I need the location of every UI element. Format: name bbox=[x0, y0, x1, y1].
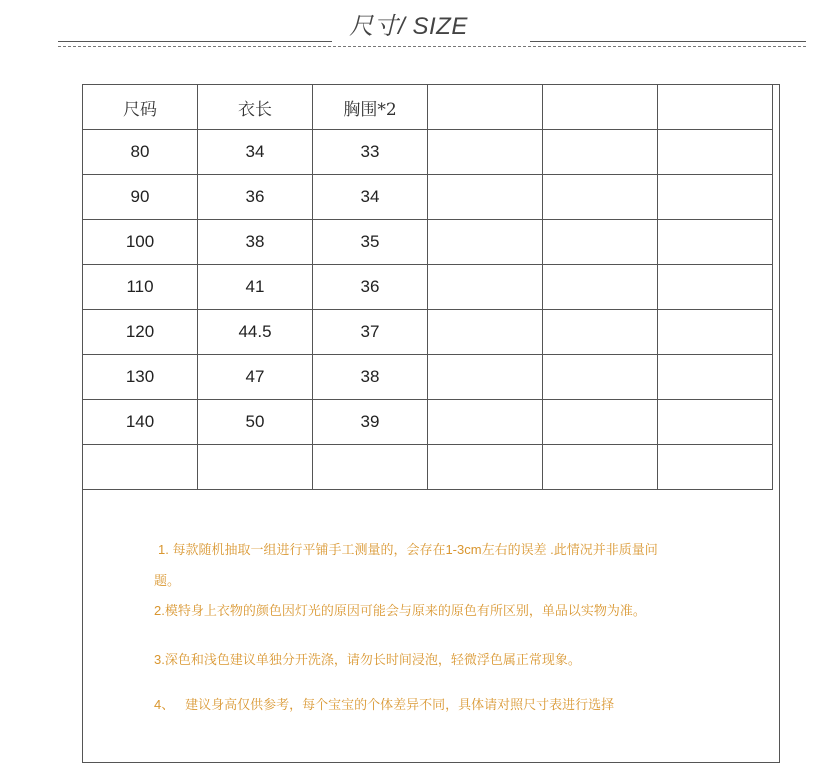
table-cell: 44.5 bbox=[198, 310, 313, 355]
table-cell bbox=[658, 220, 773, 265]
table-cell bbox=[428, 220, 543, 265]
table-cell: 37 bbox=[313, 310, 428, 355]
table-cell bbox=[658, 265, 773, 310]
table-cell: 90 bbox=[83, 175, 198, 220]
note-2: 2.模特身上衣物的颜色因灯光的原因可能会与原来的原色有所区别，单品以实物为准。 bbox=[154, 603, 646, 618]
table-cell bbox=[658, 310, 773, 355]
table-cell: 34 bbox=[313, 175, 428, 220]
table-row bbox=[83, 220, 773, 265]
table-header-row bbox=[83, 85, 773, 130]
header-cell: 衣长 bbox=[198, 85, 313, 130]
table-cell bbox=[543, 355, 658, 400]
table-cell: 130 bbox=[83, 355, 198, 400]
table-cell: 35 bbox=[313, 220, 428, 265]
table-row bbox=[83, 310, 773, 355]
table-cell: 120 bbox=[83, 310, 198, 355]
table-cell bbox=[543, 175, 658, 220]
table-cell bbox=[198, 445, 313, 490]
table-cell bbox=[543, 445, 658, 490]
header-cell: 尺码 bbox=[83, 85, 198, 130]
table-cell: 140 bbox=[83, 400, 198, 445]
table-cell: 39 bbox=[313, 400, 428, 445]
table-cell bbox=[428, 130, 543, 175]
table-cell bbox=[428, 445, 543, 490]
table-cell: 34 bbox=[198, 130, 313, 175]
page-title: 尺寸/ SIZE bbox=[349, 13, 468, 40]
size-sheet bbox=[82, 84, 780, 763]
size-table bbox=[82, 84, 773, 490]
table-cell: 41 bbox=[198, 265, 313, 310]
table-cell bbox=[428, 265, 543, 310]
table-cell bbox=[658, 400, 773, 445]
table-cell bbox=[543, 265, 658, 310]
table-cell bbox=[543, 220, 658, 265]
table-cell: 100 bbox=[83, 220, 198, 265]
table-cell: 47 bbox=[198, 355, 313, 400]
title-rule-right bbox=[530, 41, 806, 42]
table-cell bbox=[658, 355, 773, 400]
table-cell bbox=[313, 445, 428, 490]
title-rule-left bbox=[58, 41, 332, 42]
header-cell bbox=[428, 85, 543, 130]
table-cell: 110 bbox=[83, 265, 198, 310]
table-row bbox=[83, 130, 773, 175]
table-row bbox=[83, 445, 773, 490]
header-cell bbox=[658, 85, 773, 130]
title-rule-dashed bbox=[58, 46, 806, 47]
table-cell bbox=[428, 310, 543, 355]
table-cell: 36 bbox=[313, 265, 428, 310]
table-cell: 38 bbox=[198, 220, 313, 265]
note-4: 4、 建议身高仅供参考，每个宝宝的个体差异不同，具体请对照尺寸表进行选择 bbox=[154, 697, 615, 712]
table-cell bbox=[543, 130, 658, 175]
header-cell: 胸围*2 bbox=[313, 85, 428, 130]
table-cell bbox=[428, 355, 543, 400]
table-cell bbox=[658, 445, 773, 490]
table-cell: 38 bbox=[313, 355, 428, 400]
table-row bbox=[83, 400, 773, 445]
table-cell bbox=[658, 130, 773, 175]
note-1-continued: 题。 bbox=[154, 573, 181, 588]
table-cell bbox=[658, 175, 773, 220]
table-cell bbox=[543, 400, 658, 445]
note-1: 1. 每款随机抽取一组进行平铺手工测量的，会存在1-3cm左右的误差 .此情况并非质量问 bbox=[158, 542, 658, 557]
header-cell bbox=[543, 85, 658, 130]
table-cell: 50 bbox=[198, 400, 313, 445]
table-cell: 33 bbox=[313, 130, 428, 175]
table-cell: 80 bbox=[83, 130, 198, 175]
table-row bbox=[83, 265, 773, 310]
table-cell bbox=[428, 400, 543, 445]
table-cell bbox=[428, 175, 543, 220]
table-cell bbox=[83, 445, 198, 490]
table-cell: 36 bbox=[198, 175, 313, 220]
table-row bbox=[83, 355, 773, 400]
table-cell bbox=[543, 310, 658, 355]
table-row bbox=[83, 175, 773, 220]
note-3: 3.深色和浅色建议单独分开洗涤，请勿长时间浸泡，轻微浮色属正常现象。 bbox=[154, 652, 581, 667]
